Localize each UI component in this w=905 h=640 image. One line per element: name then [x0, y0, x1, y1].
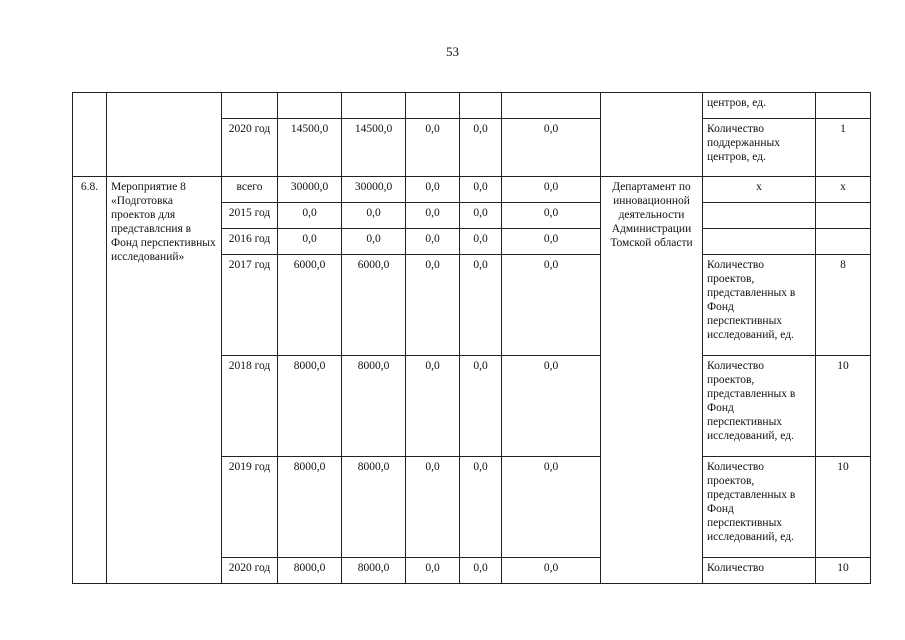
total-cell: 8000,0	[278, 356, 342, 457]
table-row	[73, 93, 871, 119]
year-cell: всего	[222, 177, 278, 203]
indicator-cell: центров, ед.	[703, 93, 816, 119]
total-cell: 8000,0	[278, 457, 342, 558]
amount-cell: 0,0	[406, 255, 460, 356]
amount-cell: 0,0	[502, 119, 601, 177]
indicator-cell	[703, 229, 816, 255]
value-cell: 8	[816, 255, 871, 356]
value-cell	[816, 203, 871, 229]
amount-cell: 0,0	[460, 177, 502, 203]
amount-cell: 0,0	[502, 255, 601, 356]
federal-cell: 6000,0	[342, 255, 406, 356]
year-cell: 2020 год	[222, 119, 278, 177]
value-cell: х	[816, 177, 871, 203]
empty-cell	[460, 93, 502, 119]
measure-name: Мероприятие 8 «Подготовка проектов для представлсния в Фонд перспективных исследований»	[107, 177, 222, 584]
empty-cell	[406, 93, 460, 119]
empty-cell	[73, 93, 107, 177]
amount-cell: 0,0	[460, 356, 502, 457]
indicator-cell: Количество проектов, представленных в Фонд перспективных исследований, ед.	[703, 457, 816, 558]
amount-cell: 0,0	[406, 229, 460, 255]
amount-cell: 0,0	[406, 558, 460, 584]
value-cell: 1	[816, 119, 871, 177]
amount-cell: 0,0	[406, 356, 460, 457]
empty-cell	[222, 93, 278, 119]
amount-cell: 0,0	[460, 457, 502, 558]
federal-cell: 0,0	[342, 229, 406, 255]
amount-cell: 0,0	[406, 119, 460, 177]
value-cell: 10	[816, 356, 871, 457]
federal-cell: 14500,0	[342, 119, 406, 177]
amount-cell: 0,0	[502, 558, 601, 584]
total-cell: 8000,0	[278, 558, 342, 584]
table-row	[73, 177, 871, 203]
amount-cell: 0,0	[502, 457, 601, 558]
empty-cell	[816, 93, 871, 119]
value-cell	[816, 229, 871, 255]
indicator-cell: Количество проектов, представленных в Фонд перспективных исследований, ед.	[703, 255, 816, 356]
total-cell: 30000,0	[278, 177, 342, 203]
amount-cell: 0,0	[460, 558, 502, 584]
empty-cell	[107, 93, 222, 177]
amount-cell: 0,0	[460, 119, 502, 177]
indicator-cell: Количество поддержанных центров, ед.	[703, 119, 816, 177]
empty-cell	[278, 93, 342, 119]
page-number: 53	[446, 44, 459, 59]
indicator-cell: х	[703, 177, 816, 203]
amount-cell: 0,0	[406, 457, 460, 558]
federal-cell: 8000,0	[342, 457, 406, 558]
amount-cell: 0,0	[460, 203, 502, 229]
amount-cell: 0,0	[502, 356, 601, 457]
executor-cell: Департамент по инновационной деятельности Администрации Томской области	[601, 177, 703, 584]
indicator-cell: Количество проектов, представленных в Фонд перспективных исследований, ед.	[703, 356, 816, 457]
total-cell: 6000,0	[278, 255, 342, 356]
empty-cell	[601, 93, 703, 177]
amount-cell: 0,0	[460, 255, 502, 356]
program-table	[72, 92, 871, 584]
total-cell: 0,0	[278, 203, 342, 229]
amount-cell: 0,0	[502, 229, 601, 255]
total-cell: 0,0	[278, 229, 342, 255]
amount-cell: 0,0	[406, 177, 460, 203]
year-cell: 2016 год	[222, 229, 278, 255]
year-cell: 2017 год	[222, 255, 278, 356]
year-cell: 2019 год	[222, 457, 278, 558]
federal-cell: 0,0	[342, 203, 406, 229]
empty-cell	[342, 93, 406, 119]
total-cell: 14500,0	[278, 119, 342, 177]
year-cell: 2020 год	[222, 558, 278, 584]
amount-cell: 0,0	[502, 177, 601, 203]
value-cell: 10	[816, 457, 871, 558]
value-cell: 10	[816, 558, 871, 584]
amount-cell: 0,0	[406, 203, 460, 229]
amount-cell: 0,0	[460, 229, 502, 255]
federal-cell: 8000,0	[342, 558, 406, 584]
federal-cell: 8000,0	[342, 356, 406, 457]
year-cell: 2018 год	[222, 356, 278, 457]
measure-number: 6.8.	[73, 177, 107, 584]
indicator-cell: Количество	[703, 558, 816, 584]
year-cell: 2015 год	[222, 203, 278, 229]
federal-cell: 30000,0	[342, 177, 406, 203]
amount-cell: 0,0	[502, 203, 601, 229]
indicator-cell	[703, 203, 816, 229]
empty-cell	[502, 93, 601, 119]
